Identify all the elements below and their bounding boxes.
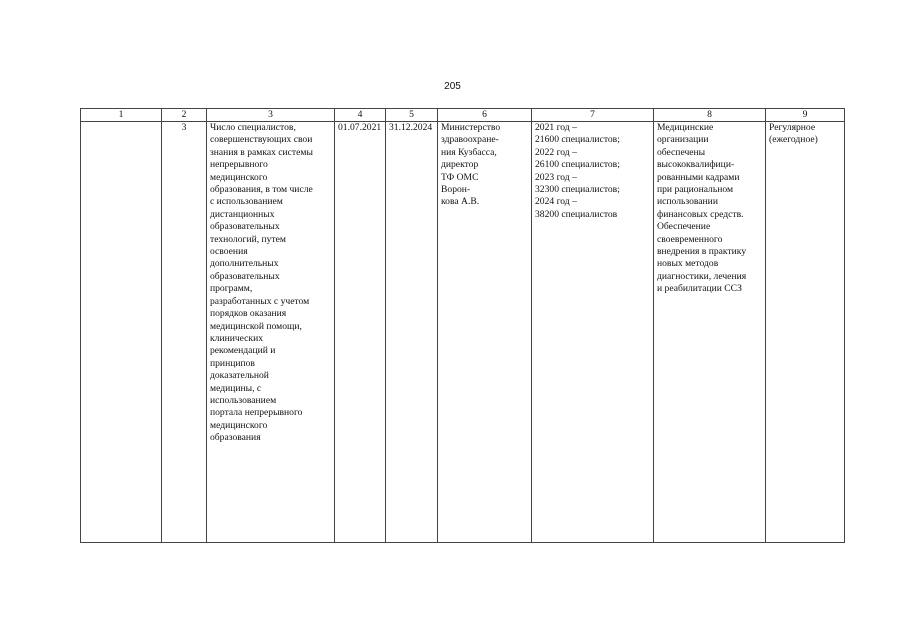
header-cell-3: 3	[207, 109, 335, 122]
header-cell-6: 6	[438, 109, 532, 122]
indicator-cell: 2021 год – 21600 специалистов; 2022 год – 26100 специалистов; 2023 год – 32300 специалистов; 2024 год – 38200 специалистов	[532, 122, 654, 543]
header-cell-9: 9	[766, 109, 845, 122]
header-cell-5: 5	[386, 109, 438, 122]
measure-description-cell: Число специалистов, совершенствующих свои знания в рамках системы непрерывного медицинского образования, в том числе с использованием дистанционных образовательных технологий, путем освоения дополнительных образовательных программ, разработанных с учетом порядков оказания медицинской помощи, клинических рекомендаций и принципов доказательной медицины, с использованием портала непрерывного медицинского образования	[207, 122, 335, 543]
start-date-cell: 01.07.2021	[335, 122, 386, 543]
row-cell-empty	[81, 122, 162, 543]
header-cell-2: 2	[162, 109, 207, 122]
table-header-row	[81, 109, 845, 122]
row-number-cell: 3	[162, 122, 207, 543]
header-cell-1: 1	[81, 109, 162, 122]
frequency-cell: Регулярное (ежегодное)	[766, 122, 845, 543]
header-cell-4: 4	[335, 109, 386, 122]
expected-result-cell: Медицинские организации обеспечены высококвалифици- рованными кадрами при рациональном использовании финансовых средств. Обеспечение своевременного внедрения в практику новых методов диагностики, лечения и реабилитации ССЗ	[654, 122, 766, 543]
responsible-cell: Министерство здравоохране- ния Кузбасса, директор ТФ ОМС Ворон- кова А.В.	[438, 122, 532, 543]
page-number: 205	[444, 81, 461, 92]
measures-table	[80, 108, 845, 543]
header-cell-8: 8	[654, 109, 766, 122]
end-date-cell: 31.12.2024	[386, 122, 438, 543]
table-row	[81, 122, 845, 543]
header-cell-7: 7	[532, 109, 654, 122]
